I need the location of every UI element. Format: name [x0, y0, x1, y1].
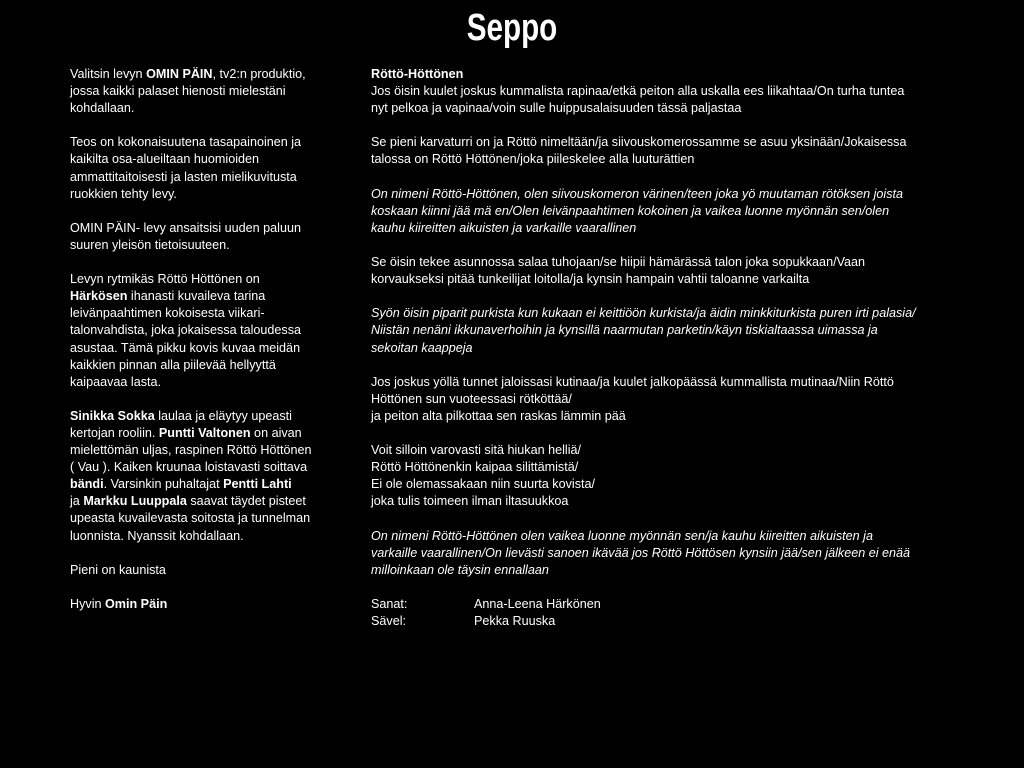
author-name: Härkösen	[70, 289, 128, 304]
lyrics-chorus-2: Syön öisin piparit purkista kun kukaan ei keittiöön kurkista/ja äidin minkkiturkista puren irti palasia/ Niistän nenäni ikkunaverhoihin ja kynsillä naarmutan parketin/käyn tiskialtaassa uimassa ja sekoitan kaappeja	[371, 306, 916, 355]
review-column	[70, 66, 345, 630]
album-name: OMIN PÄIN	[146, 67, 213, 81]
musician-name: Pentti Lahti	[223, 477, 292, 492]
album-name: Omin Päin	[105, 596, 168, 611]
review-paragraph-performers: Sinikka Sokka laulaa ja eläytyy upeasti kertojan rooliin. Puntti Valtonen on aivan mielettömän uljas, raspinen Röttö Höttönen ( Vau ). Kaiken kruunaa loistavasti soittava bändi. Varsinkin puhaltajat Pentti Lahti ja Markku Luuppala saavat täydet pisteet upeasta kuvailevasta soitosta ja tunnelman luonnista. Nyanssit kohdallaan.	[70, 408, 312, 543]
song-credits	[371, 596, 991, 630]
lyrics-verse-2: Se pieni karvaturri on ja Röttö nimeltään/ja siivouskomerossamme se asuu yksinään/Jokaisessa talossa on Röttö Höttönen/joka piileskelee alla luuturättien	[371, 135, 907, 167]
review-paragraph-song: Levyn rytmikäs Röttö Höttönen on Härkösen ihanasti kuvaileva tarina leivänpaahtimen kokoisesta viikari- talonvahdista, joka jokaisessa taloudessa asustaa. Tämä pikku kovis kuvaa meidän kaikkien pinnan alla piilevää hellyyttä kaipaavaa lasta.	[70, 272, 302, 389]
singer-name: Sinikka Sokka	[70, 408, 155, 423]
review-paragraph-closing: Hyvin Omin Päin	[70, 596, 168, 611]
lyrics-verse-4: Jos joskus yöllä tunnet jaloissasi kutinaa/ja kuulet jalkopäässä kummallista mutinaa/Niin Röttö Höttönen sun vuoteessasi rötköttää/ ja peiton alta pilkottaa sen raskas lämmin pää	[371, 374, 894, 423]
review-paragraph-intro: Valitsin levyn OMIN PÄIN, tv2:n produktio, jossa kaikki palaset hienosti mielestäni kohdallaan.	[70, 67, 306, 116]
song-title: Röttö-Höttönen	[371, 67, 464, 81]
lyrics-column	[371, 66, 991, 647]
review-paragraph-balance: Teos on kokonaisuutena tasapainoinen ja kaikilta osa-alueiltaan huomioiden ammattitaitoisesti ja lasten mielikuvitusta ruokkien tehty levy.	[70, 135, 302, 201]
review-paragraph-return: OMIN PÄIN- levy ansaitsisi uuden paluun suuren yleisön tietoisuuteen.	[70, 220, 301, 252]
lyrics-chorus-3: On nimeni Röttö-Höttönen olen vaikea luonne myönnän sen/ja kauhu kiireitten aikuisten ja varkaille vaarallinen/On lievästi sanoen ikävää jos Röttö Höttösen kynsiin jää/sen jälkeen ei enää milloinkaan ole täysin ennallaan	[371, 528, 911, 577]
band-label: bändi	[70, 477, 104, 492]
credit-lyrics: Sanat: Anna-Leena Härkönen	[371, 596, 601, 611]
lyrics-verse-1: Röttö-Höttönen Jos öisin kuulet joskus kummalista rapinaa/etkä peiton alla uskalla ees liikahtaa/On turha tuntea nyt pelkoa ja vapinaa/voin sulle huippusalaisuuden tässä paljastaa	[371, 66, 991, 117]
lyrics-chorus-1: On nimeni Röttö-Höttönen, olen siivouskomeron värinen/teen joka yö muutaman rötöksen joista koskaan kiinni jää mä en/Olen leivänpaahtimen kokoinen ja vaikea luonne myönnän sen/olen kauhu kiireitten aikuisten ja varkaille vaarallinen	[371, 186, 904, 235]
lyrics-verse-5: Voit silloin varovasti sitä hiukan helliä/ Röttö Höttönenkin kaipaa silittämistä/ Ei ole olemassakaan niin suurta kovista/ joka tulis toimeen ilman iltasuukkoa	[371, 443, 596, 509]
musician-name: Markku Luuppala	[83, 494, 187, 509]
performer-name: Puntti Valtonen	[158, 425, 251, 440]
review-paragraph-small: Pieni on kaunista	[70, 562, 166, 577]
page-title: Seppo	[466, 7, 558, 49]
lyrics-verse-3: Se öisin tekee asunnossa salaa tuhojaan/se hiipii hämärässä talon joka sopukkaan/Vaan korvaukseksi pitää tunkeilijat loitolla/ja kynsin hampain vahtii taloanne varkailta	[371, 255, 866, 287]
credit-music: Sävel: Pekka Ruuska	[371, 614, 556, 628]
